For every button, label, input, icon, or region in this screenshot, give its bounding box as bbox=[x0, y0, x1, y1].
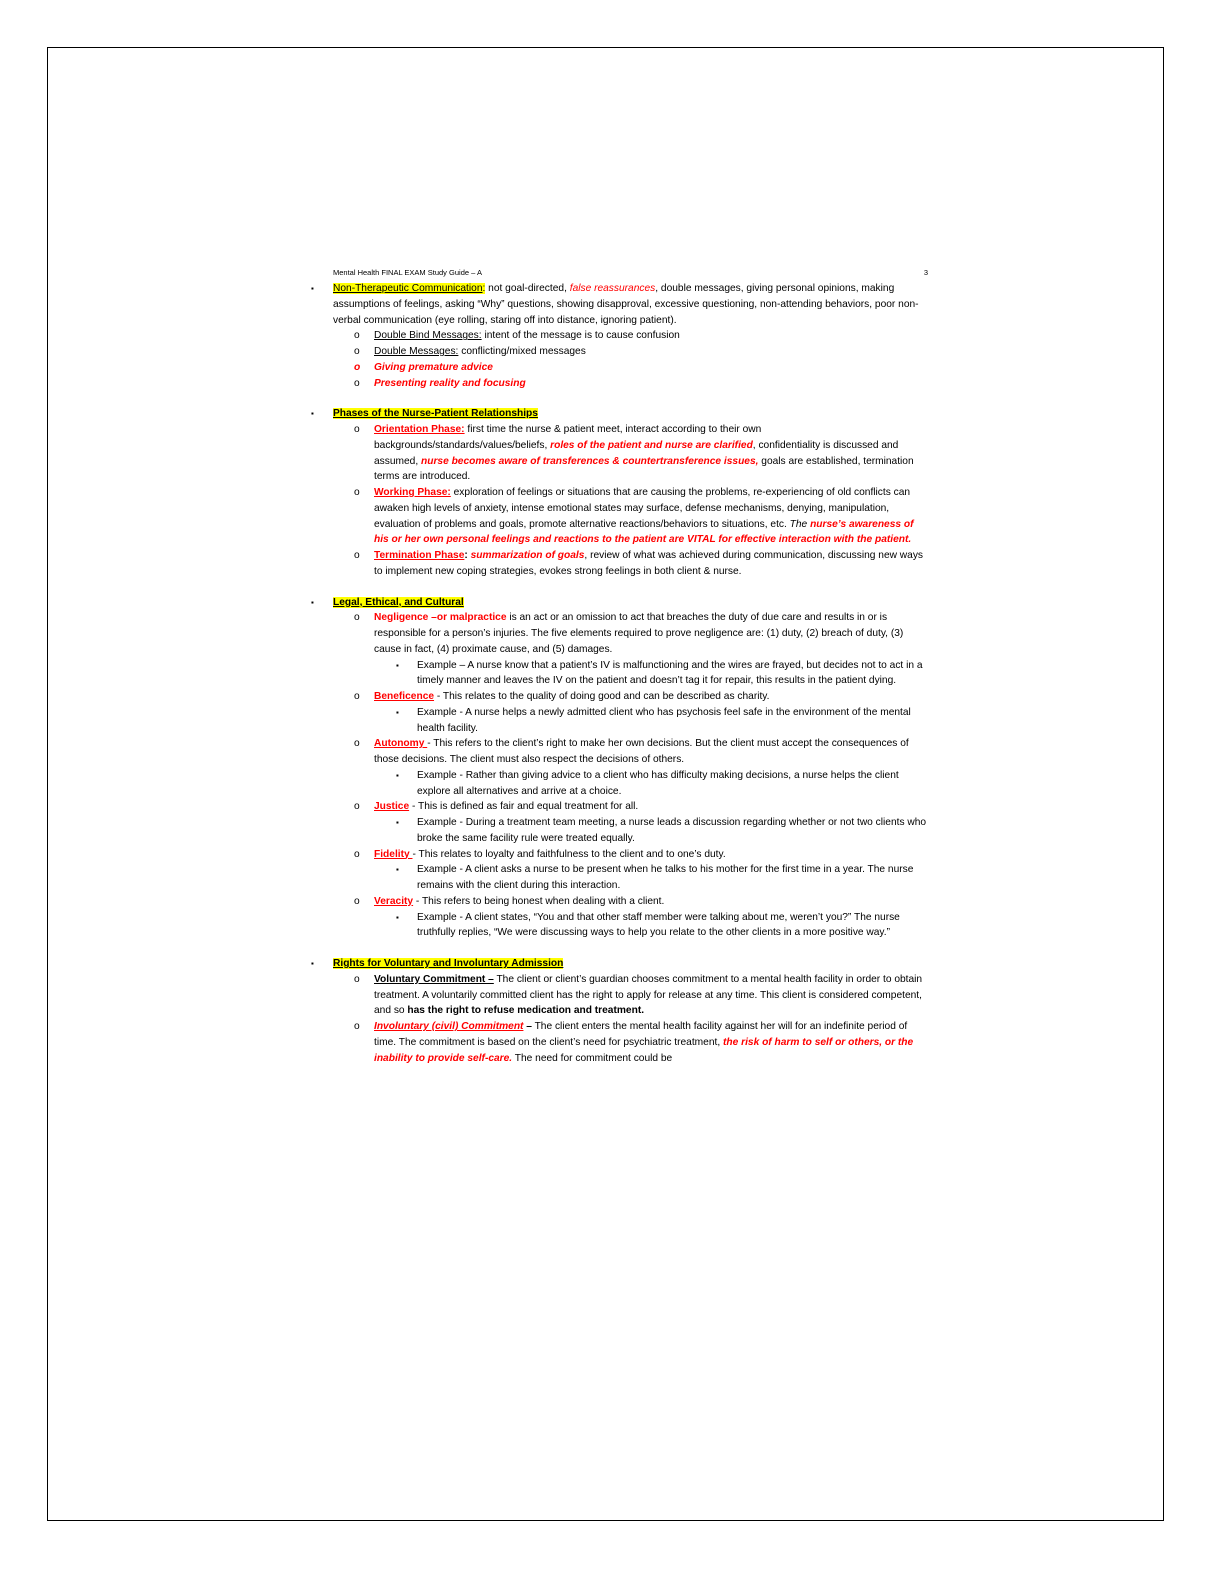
text: - This refers to being honest when dealing with a client. bbox=[413, 895, 665, 907]
circle-marker: o bbox=[354, 1021, 360, 1032]
square-bullet-marker: ▪ bbox=[396, 707, 399, 717]
text: - This refers to the client’s right to make her own decisions. But the client must accept the consequences of those decisions. The client must also respect the decisions of others. bbox=[374, 738, 909, 765]
sub-item-veracity bbox=[333, 894, 928, 910]
example-text: Example - During a treatment team meeting, a nurse leads a discussion regarding whether or not two clients who broke the same facility rule were treated equally. bbox=[417, 817, 927, 844]
circle-marker: o bbox=[354, 424, 360, 435]
term-label: Autonomy bbox=[374, 738, 428, 750]
example-beneficence bbox=[333, 705, 928, 737]
bullet-marker: ▪ bbox=[311, 409, 314, 419]
text: - This relates to the quality of doing good and can be described as charity. bbox=[434, 691, 770, 702]
example-negligence bbox=[333, 658, 928, 690]
term-label: Termination Phase bbox=[374, 550, 465, 561]
square-bullet-marker: ▪ bbox=[396, 865, 399, 875]
example-veracity bbox=[333, 910, 928, 942]
text: , confidentiality is discussed and assumed, bbox=[374, 439, 899, 467]
text: first time the nurse & patient meet, interact according to their own backgrounds/standards/values/beliefs, bbox=[374, 424, 762, 451]
example-autonomy bbox=[333, 768, 928, 800]
sub-item-premature-advice bbox=[333, 360, 928, 376]
heading-colon: : bbox=[482, 283, 486, 294]
sub-item-beneficence bbox=[333, 689, 928, 705]
sub-item-presenting-reality bbox=[333, 376, 928, 392]
text: The client enters the mental health facility against her will for an indefinite period of time. The commitment is based on the client’s need for psychiatric treatment, bbox=[374, 1021, 908, 1048]
example-text: Example - A nurse helps a newly admitted client who has psychosis feel safe in the environment of the mental health facility. bbox=[417, 706, 911, 734]
circle-marker: o bbox=[354, 895, 360, 907]
sub-item-negligence bbox=[333, 610, 928, 657]
sub-item-double-messages bbox=[333, 344, 928, 360]
square-bullet-marker: ▪ bbox=[396, 818, 399, 827]
term-colon: : bbox=[464, 550, 468, 561]
text: exploration of feelings or situations that are causing the problems, re-experiencing of old conflicts can awaken high levels of anxiety, intense emotional states may surface, defense mechanisms, denying, manipulation, evaluation of problems and goals, promote alternative reactions/behaviors to situations, etc. bbox=[374, 487, 911, 530]
term-label: Veracity bbox=[374, 895, 414, 907]
circle-marker: o bbox=[354, 973, 360, 985]
example-text: Example - A client states, “You and that other staff member were talking about me, weren’t you?” The nurse truthfully replies, “We were discussing ways to help you relate to the other clients in a more positive way.” bbox=[417, 911, 900, 939]
bold-text: has the right to refuse medication and treatment. bbox=[407, 1005, 645, 1017]
term-label: Voluntary Commitment – bbox=[374, 973, 494, 985]
text: , review of what was achieved during communication, discussing new ways to implement new coping strategies, evokes strong feelings in both client & nurse. bbox=[374, 550, 924, 577]
circle-marker: o bbox=[354, 361, 361, 373]
header-title: Mental Health FINAL EXAM Study Guide – A bbox=[333, 268, 482, 277]
term-label: Double Messages: bbox=[374, 346, 459, 357]
emphasis-text: Presenting reality and focusing bbox=[374, 377, 526, 389]
term-label: Double Bind Messages: bbox=[374, 330, 482, 342]
term-label: Negligence –or malpractice bbox=[374, 612, 507, 624]
text: intent of the message is to cause confusion bbox=[481, 330, 680, 342]
italic-text: The bbox=[789, 518, 808, 530]
circle-marker: o bbox=[354, 801, 360, 813]
emphasis-text: summarization of goals bbox=[467, 550, 585, 561]
text: goals are established, termination terms are introduced. bbox=[374, 455, 914, 483]
square-bullet-marker: ▪ bbox=[396, 660, 399, 670]
bullet-rights bbox=[311, 956, 928, 972]
circle-marker: o bbox=[354, 691, 360, 702]
bullet-marker: ▪ bbox=[311, 959, 314, 968]
bullet-phases bbox=[311, 406, 928, 422]
emphasis-text: roles of the patient and nurse are clarified bbox=[550, 439, 753, 451]
circle-marker: o bbox=[354, 738, 360, 750]
sub-item-voluntary bbox=[333, 972, 928, 1019]
emphasis-text: nurse becomes aware of transferences & countertransference issues, bbox=[421, 455, 759, 467]
sub-item-fidelity bbox=[333, 847, 928, 863]
bullet-legal bbox=[311, 595, 928, 611]
example-text: Example - A client asks a nurse to be present when he talks to his mother for the first time in a year. The nurse remains with the client during this interaction. bbox=[417, 864, 914, 891]
term-label: Working Phase: bbox=[374, 487, 451, 498]
sub-item-autonomy bbox=[333, 736, 928, 768]
text: The need for commitment could be bbox=[512, 1052, 673, 1064]
text: not goal-directed, bbox=[485, 283, 570, 294]
term-label: Orientation Phase: bbox=[374, 424, 465, 435]
document-page bbox=[311, 266, 928, 1066]
bullet-nontherapeutic bbox=[311, 281, 928, 328]
section-heading-legal: Legal, Ethical, and Cultural bbox=[333, 596, 464, 608]
circle-marker: o bbox=[354, 346, 360, 357]
section-heading-phases: Phases of the Nurse-Patient Relationships bbox=[333, 408, 538, 420]
emphasis-text: nurse’s awareness of his or her own personal feelings and reactions to the patient are VITAL for effective interaction with the patient. bbox=[374, 518, 914, 546]
example-text: Example - Rather than giving advice to a client who has difficulty making decisions, a nurse helps the client explore all alternatives and arrive at a choice. bbox=[417, 769, 899, 797]
sub-item-working-phase bbox=[333, 485, 928, 548]
sub-item-involuntary bbox=[333, 1019, 928, 1066]
term-label: Beneficence bbox=[374, 691, 435, 702]
square-bullet-marker: ▪ bbox=[396, 770, 399, 780]
text: is an act or an omission to act that breaches the duty of due care and results in or is responsible for a person’s injuries. The five elements required to prove negligence are: (1) duty, (2) breach of duty, (3) cause in fact, (4) proximate cause, and (5) damages. bbox=[374, 612, 904, 655]
section-heading-nontherapeutic: Non-Therapeutic Communication bbox=[333, 283, 483, 294]
text: conflicting/mixed messages bbox=[458, 346, 586, 357]
bullet-marker: ▪ bbox=[311, 284, 314, 293]
section-heading-rights: Rights for Voluntary and Involuntary Admission bbox=[333, 958, 564, 969]
emphasis-text: false reassurances bbox=[569, 283, 656, 294]
term-label: Fidelity bbox=[374, 848, 413, 860]
term-label: Justice bbox=[374, 801, 410, 813]
circle-marker: o bbox=[354, 377, 360, 389]
circle-marker: o bbox=[354, 612, 360, 624]
sub-item-justice bbox=[333, 799, 928, 815]
term-label: Involuntary (civil) Commitment bbox=[374, 1021, 524, 1032]
emphasis-text: Giving premature advice bbox=[374, 361, 493, 373]
circle-marker: o bbox=[354, 550, 360, 561]
text: - This is defined as fair and equal treatment for all. bbox=[409, 801, 639, 813]
example-text: Example – A nurse know that a patient’s IV is malfunctioning and the wires are frayed, but decides not to act in a timely manner and leaves the IV on the patient and doesn’t tag it for repair, this results in the patient dying. bbox=[417, 659, 923, 687]
emphasis-text: the risk of harm to self or others, or the inability to provide self-care. bbox=[374, 1036, 914, 1064]
running-header bbox=[333, 266, 928, 280]
text: The client or client’s guardian chooses commitment to a mental health facility in order to obtain treatment. A voluntarily committed client has the right to apply for release at any time. This client is considered competent, and so bbox=[374, 973, 923, 1017]
circle-marker: o bbox=[354, 848, 360, 860]
text: , double messages, giving personal opinions, making assumptions of feelings, asking “Why” questions, showing disapproval, excessive questioning, non-attending behaviors, poor non-verbal communication (eye rolling, staring off into distance, ignoring patient). bbox=[333, 283, 919, 326]
circle-marker: o bbox=[354, 487, 360, 498]
term-dash: – bbox=[523, 1021, 532, 1032]
circle-marker: o bbox=[354, 330, 360, 342]
sub-item-double-bind bbox=[333, 328, 928, 344]
page-number: 3 bbox=[923, 268, 928, 277]
example-fidelity bbox=[333, 862, 928, 894]
square-bullet-marker: ▪ bbox=[396, 912, 399, 922]
example-justice bbox=[333, 815, 928, 847]
bullet-marker: ▪ bbox=[311, 597, 314, 607]
text: - This relates to loyalty and faithfulness to the client and to one’s duty. bbox=[412, 848, 726, 860]
sub-item-orientation-phase bbox=[333, 422, 928, 485]
sub-item-termination-phase bbox=[333, 548, 928, 580]
